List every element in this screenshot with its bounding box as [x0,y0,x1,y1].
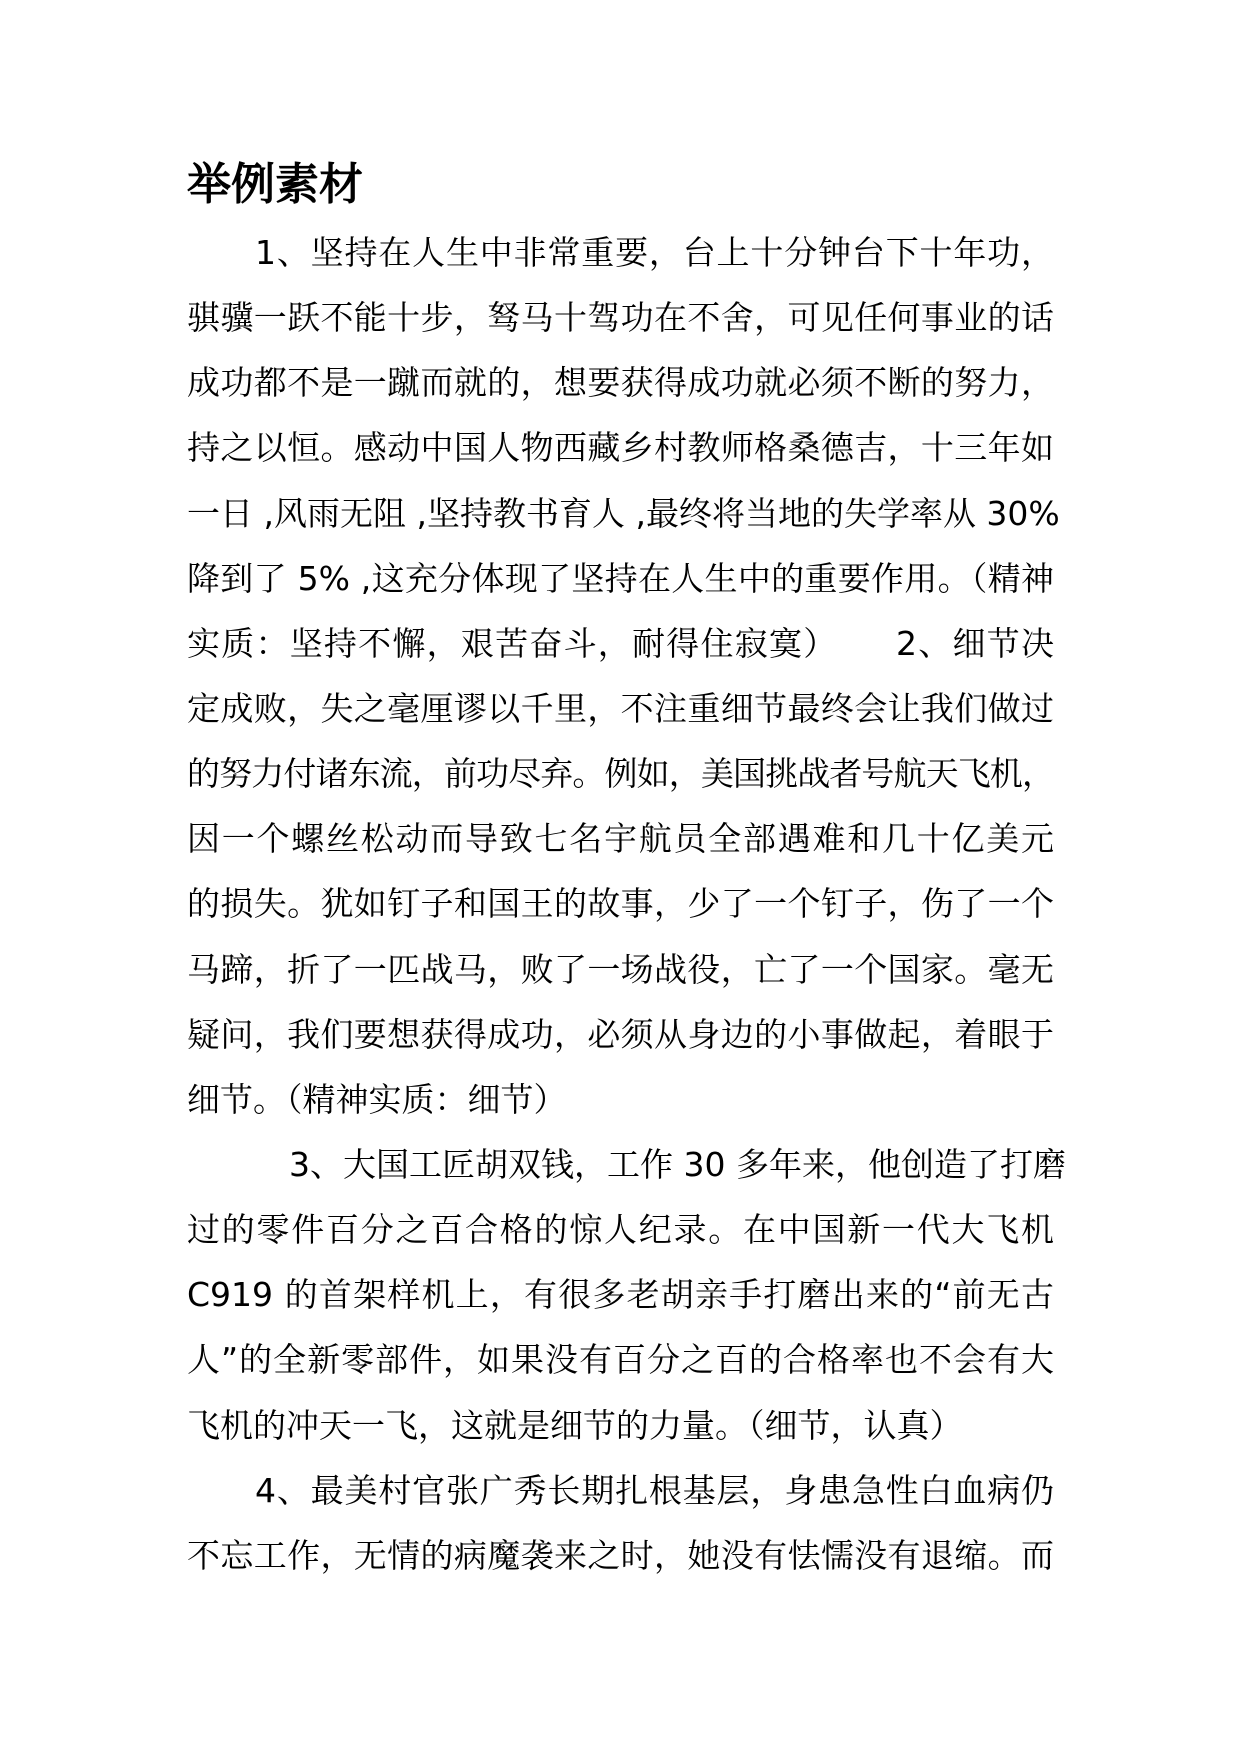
text-line: 一日 ,风雨无阻 ,坚持教书育人 ,最终将当地的失学率从 30% [187,493,1060,533]
text-line: 疑问，我们要想获得成功，必须从身边的小事做起，着眼于 [187,1014,1054,1054]
text-line: C919 的首架样机上，有很多老胡亲手打磨出来的“前无古 [187,1275,1054,1315]
text-line: 的努力付诸东流，前功尽弃。例如，美国挑战者号航天飞机， [187,754,1054,794]
text-line: 马蹄，折了一匹战马，败了一场战役，亡了一个国家。毫无 [187,949,1054,989]
text-line: 4、最美村官张广秀长期扎根基层，身患急性白血病仍 [255,1470,1054,1510]
text-line: 因一个螺丝松动而导致七名宇航员全部遇难和几十亿美元 [187,819,1054,859]
text-line: 降到了 5% ,这充分体现了坚持在人生中的重要作用。（精神 [187,558,1054,598]
text-line: 持之以恒。感动中国人物西藏乡村教师格桑德吉，十三年如 [187,428,1054,468]
text-line: 骐骥一跃不能十步，驽马十驾功在不舍，可见任何事业的话 [187,298,1054,338]
text-line: 1、坚持在人生中非常重要，台上十分钟台下十年功， [255,233,1054,272]
text-line: 的损失。犹如钉子和国王的故事，少了一个钉子，伤了一个 [187,884,1054,924]
text-line: 人”的全新零部件，如果没有百分之百的合格率也不会有大 [187,1340,1054,1380]
paragraph-3 [187,1458,1054,1588]
text-line: 实质：坚持不懈，艰苦奋斗，耐得住寂寞） 2、细节决 [187,623,1054,663]
document-body [187,220,1066,1588]
text-line: 细节。（精神实质：细节） [187,1079,567,1119]
document-title: 举例素材 [187,159,363,210]
text-line: 过的零件百分之百合格的惊人纪录。在中国新一代大飞机 [187,1210,1054,1250]
text-line: 成功都不是一蹴而就的，想要获得成功就必须不断的努力， [187,363,1054,403]
text-line: 定成败，失之毫厘谬以千里，不注重细节最终会让我们做过 [187,688,1054,728]
text-line: 不忘工作，无情的病魔袭来之时，她没有怯懦没有退缩。而 [187,1535,1054,1575]
text-line: 3、大国工匠胡双钱，工作 30 多年来，他创造了打磨 [289,1144,1066,1184]
paragraph-2 [187,1132,1066,1458]
text-line: 飞机的冲天一飞，这就是细节的力量。（细节，认真） [187,1405,963,1445]
paragraph-1 [187,220,1060,1132]
